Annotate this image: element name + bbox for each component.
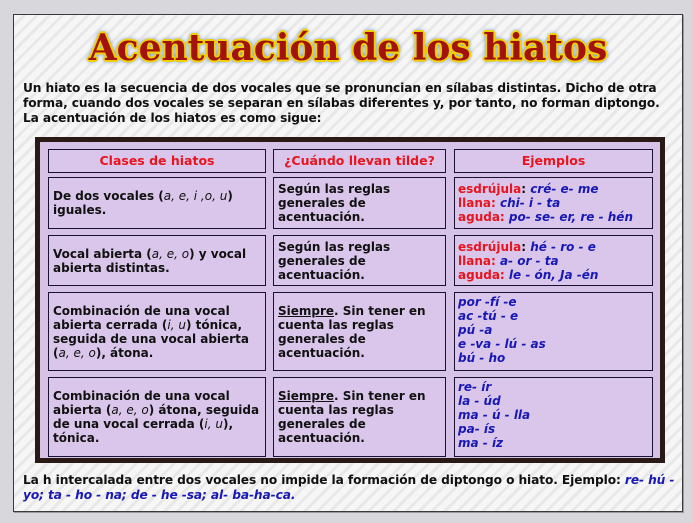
- row2-tilde: Según las reglas generales de acentuación.: [273, 235, 446, 286]
- row4-clase: Combinación de una vocal abierta (a, e, o) átona, seguida de una vocal cerrada (i, u), tónica.: [48, 377, 266, 457]
- row1-clase: De dos vocales (a, e, i ,o, u) iguales.: [48, 177, 266, 229]
- page-title: Acentuación de los hiatos: [88, 27, 608, 69]
- example-line: ma - ú - lla: [458, 408, 531, 422]
- example-line: re- ír: [458, 380, 492, 394]
- row4-tilde: Siempre. Sin tener en cuenta las reglas generales de acentuación.: [273, 377, 446, 457]
- example-line: llana: chi- i - ta: [458, 196, 561, 210]
- hiatos-table: [35, 137, 665, 463]
- row3-tilde: Siempre. Sin tener en cuenta las reglas generales de acentuación.: [273, 292, 446, 371]
- example-line: ac -tú - e: [458, 309, 519, 323]
- example-line: ma - íz: [458, 436, 504, 450]
- example-line: esdrújula: cré- e- me: [458, 182, 599, 196]
- footer-note: La h intercalada entre dos vocales no impide la formación de diptongo o hiato. Ejemplo: re- hú -yo; ta - ho - na; de - he -sa; al- ba-ha-ca.: [23, 473, 675, 502]
- example-line: pa- ís: [458, 422, 496, 436]
- example-line: la - úd: [458, 394, 501, 408]
- example-line: esdrújula: hé - ro - e: [458, 239, 596, 254]
- row1-tilde: Según las reglas generales de acentuación.: [273, 177, 446, 229]
- example-line: bú - ho: [458, 351, 506, 365]
- row4-ejemplos: [454, 377, 653, 457]
- intro-paragraph: Un hiato es la secuencia de dos vocales que se pronuncian en sílabas distintas. Dicho de otra forma, cuando dos vocales se separan en sílabas diferentes y, por tanto, no forman diptongo. La acentuación de los hiatos es como sigue:: [23, 81, 660, 125]
- footer-examples: re- hú -yo; ta - ho - na; de - he -sa; al- ba-ha-ca.: [23, 473, 675, 502]
- siempre-label: Siempre: [278, 389, 335, 403]
- example-line: por -fí -e: [458, 295, 517, 309]
- content-panel: [13, 14, 683, 512]
- header-ejemplos: Ejemplos: [454, 149, 653, 173]
- example-line: aguda: le - ón, Ja -én: [458, 267, 599, 282]
- example-line: pú -a: [458, 323, 493, 337]
- example-line: aguda: po- se- er, re - hén: [458, 210, 633, 224]
- example-line: llana: a- or - ta: [458, 253, 559, 268]
- row2-clase: Vocal abierta (a, e, o) y vocal abierta distintas.: [48, 235, 266, 286]
- header-cuando: ¿Cuándo llevan tilde?: [273, 149, 446, 173]
- row2-ejemplos: [454, 235, 653, 286]
- row1-ejemplos: [454, 177, 653, 229]
- row3-clase: Combinación de una vocal abierta cerrada (i, u) tónica, seguida de una vocal abierta (a, e, o), átona.: [48, 292, 266, 371]
- siempre-label: Siempre: [278, 303, 335, 318]
- example-line: e -va - lú - as: [458, 337, 546, 351]
- header-clases: Clases de hiatos: [48, 149, 266, 173]
- row3-ejemplos: [454, 292, 653, 371]
